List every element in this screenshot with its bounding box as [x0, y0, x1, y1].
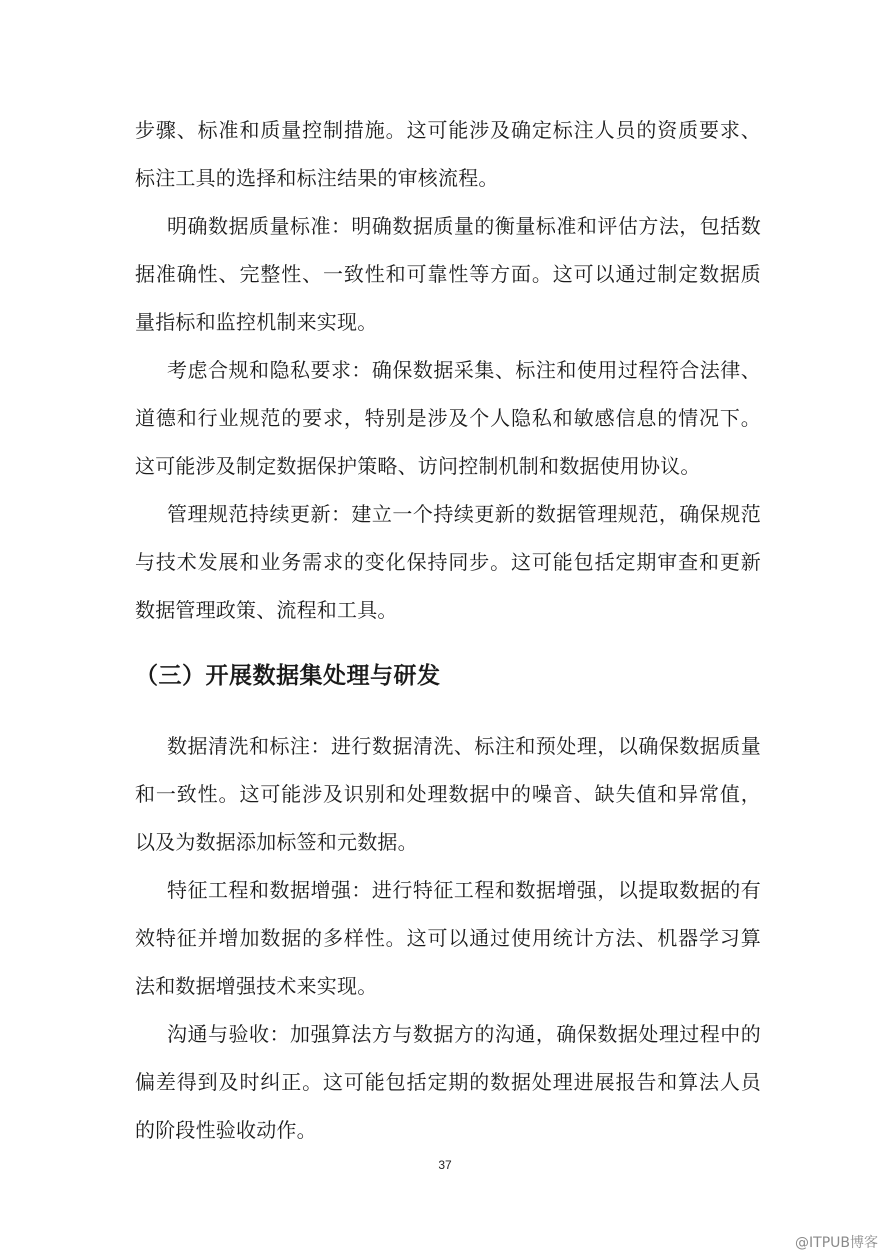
section-heading: （三）开展数据集处理与研发	[135, 663, 441, 689]
paragraph-data-quality-standards: 明确数据质量标准：明确数据质量的衡量标准和评估方法，包括数据准确性、完整性、一致性和可靠性等方面。这可以通过制定数据质量指标和监控机制来实现。	[135, 214, 761, 334]
paragraph-feature-engineering: 特征工程和数据增强：进行特征工程和数据增强，以提取数据的有效特征并增加数据的多样性。这可以通过使用统计方法、机器学习算法和数据增强技术来实现。	[135, 878, 761, 998]
page-body	[135, 106, 761, 1154]
page-number: 37	[438, 1158, 452, 1172]
paragraph-communication-acceptance: 沟通与验收：加强算法方与数据方的沟通，确保数据处理过程中的偏差得到及时纠正。这可能包括定期的数据处理进展报告和算法人员的阶段性验收动作。	[135, 1022, 761, 1142]
paragraph-continuation: 步骤、标准和质量控制措施。这可能涉及确定标注人员的资质要求、标注工具的选择和标注结果的审核流程。	[135, 118, 761, 190]
paragraph-continuous-update: 管理规范持续更新：建立一个持续更新的数据管理规范，确保规范与技术发展和业务需求的变化保持同步。这可能包括定期审查和更新数据管理政策、流程和工具。	[135, 502, 761, 622]
paragraph-cleaning-labeling: 数据清洗和标注：进行数据清洗、标注和预处理，以确保数据质量和一致性。这可能涉及识别和处理数据中的噪音、缺失值和异常值，以及为数据添加标签和元数据。	[135, 734, 761, 854]
paragraph-compliance-privacy: 考虑合规和隐私要求：确保数据采集、标注和使用过程符合法律、道德和行业规范的要求，特别是涉及个人隐私和敏感信息的情况下。这可能涉及制定数据保护策略、访问控制机制和数据使用协议。	[135, 358, 761, 478]
watermark: @ITPUB博客	[795, 1235, 878, 1251]
